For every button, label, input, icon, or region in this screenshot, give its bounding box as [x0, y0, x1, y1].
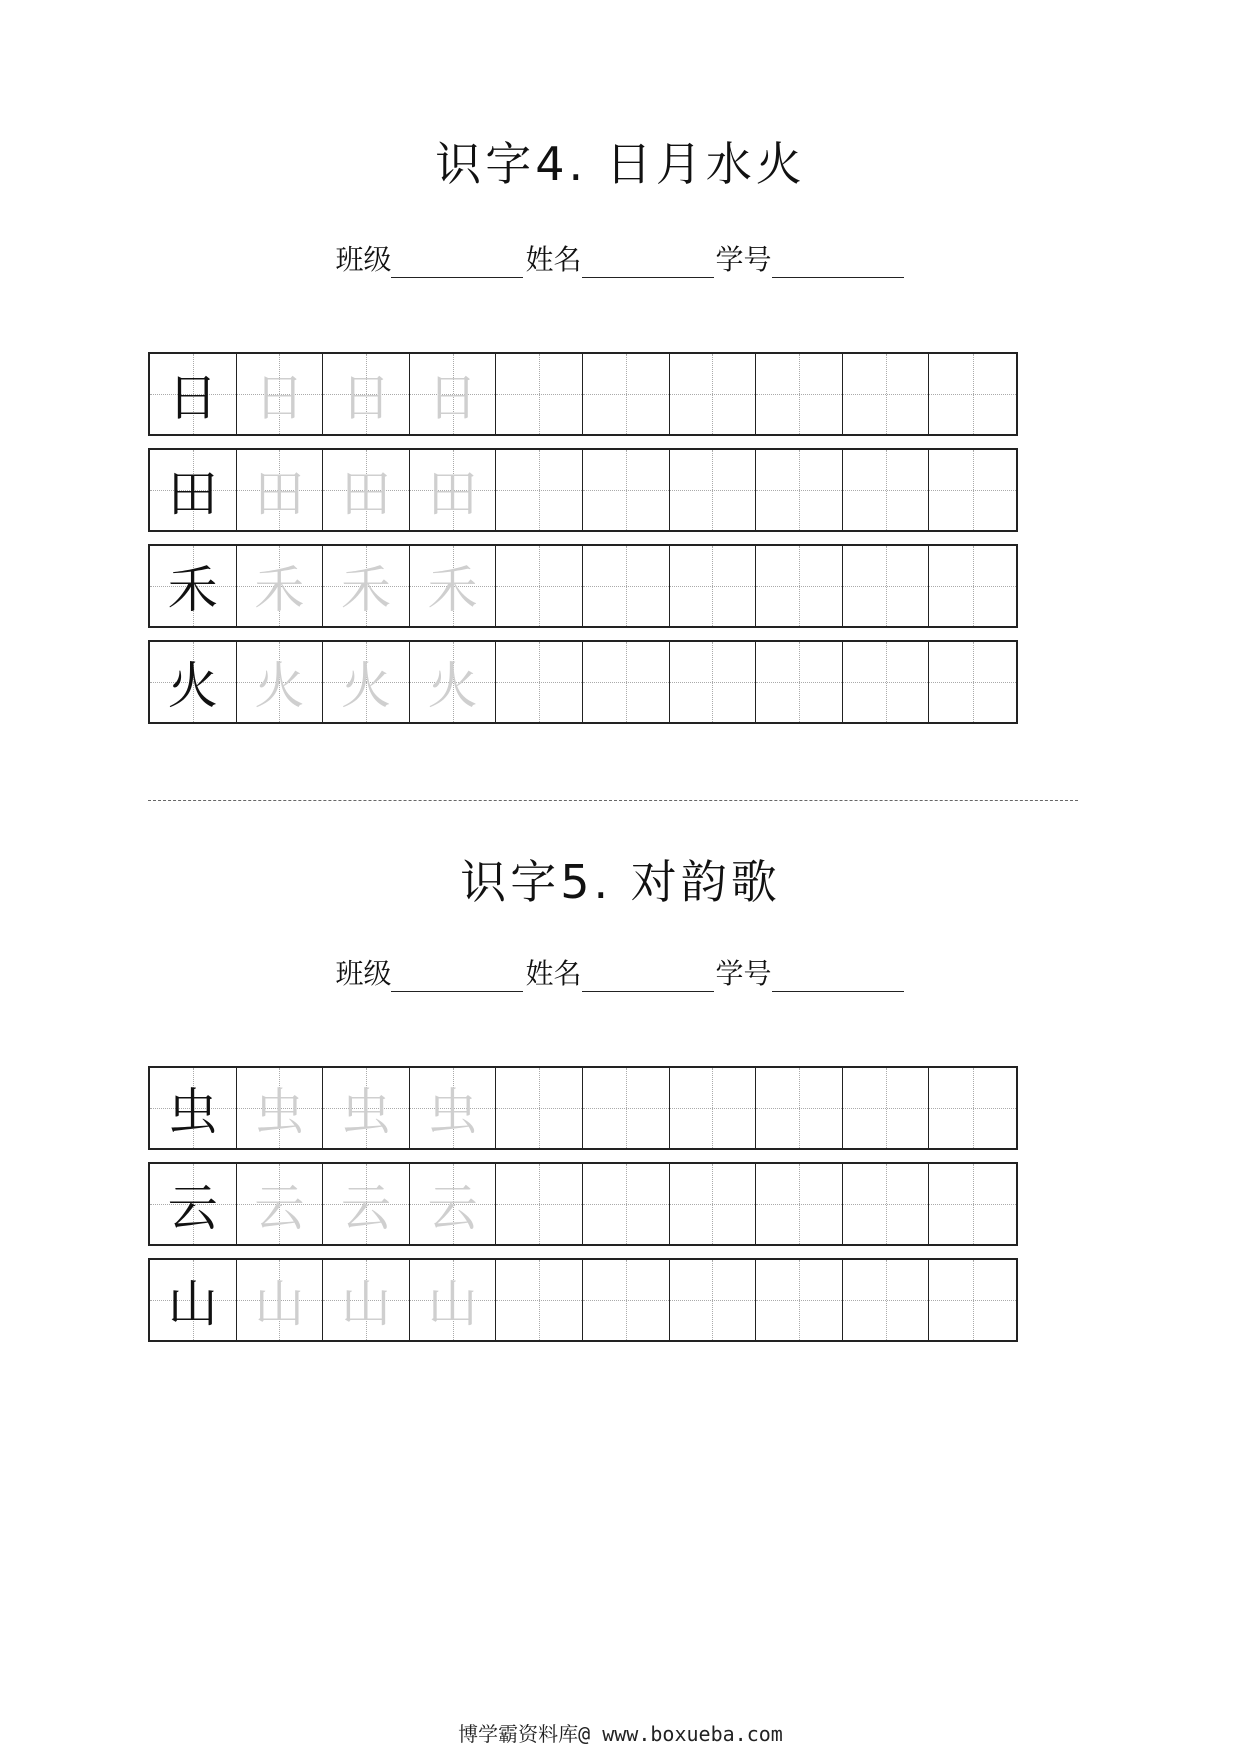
trace-character: 山 — [254, 1275, 305, 1333]
section-divider — [148, 800, 1078, 801]
blank-writing-cell[interactable] — [843, 642, 930, 722]
blank-writing-cell[interactable] — [583, 546, 670, 626]
name-field[interactable] — [525, 238, 715, 278]
trace-character: 云 — [427, 1179, 478, 1237]
section-1-title: 识字4. 日月水火 — [435, 137, 806, 191]
blank-writing-cell[interactable] — [843, 1164, 930, 1244]
blank-writing-cell[interactable] — [756, 354, 843, 434]
student-id-field[interactable] — [716, 952, 906, 992]
blank-writing-cell[interactable] — [756, 1260, 843, 1340]
trace-character: 火 — [254, 657, 305, 715]
trace-character: 虫 — [340, 1083, 391, 1141]
name-label: 姓名 — [525, 957, 582, 990]
blank-writing-cell[interactable] — [496, 642, 583, 722]
trace-character-cell — [410, 450, 497, 530]
model-character-cell — [150, 354, 237, 434]
trace-character: 虫 — [254, 1083, 305, 1141]
model-character: 禾 — [167, 561, 218, 619]
trace-character: 火 — [427, 657, 478, 715]
blank-writing-cell[interactable] — [496, 450, 583, 530]
trace-character: 虫 — [427, 1083, 478, 1141]
class-blank[interactable] — [391, 963, 523, 992]
blank-writing-cell[interactable] — [496, 1068, 583, 1148]
trace-character-cell — [410, 1260, 497, 1340]
blank-writing-cell[interactable] — [756, 450, 843, 530]
model-character-cell — [150, 1068, 237, 1148]
student-id-blank[interactable] — [772, 249, 904, 278]
blank-writing-cell[interactable] — [496, 354, 583, 434]
blank-writing-cell[interactable] — [756, 1068, 843, 1148]
blank-writing-cell[interactable] — [583, 642, 670, 722]
practice-row — [148, 352, 1018, 436]
trace-character: 禾 — [427, 561, 478, 619]
class-field[interactable] — [335, 238, 525, 278]
practice-row — [148, 544, 1018, 628]
student-id-label: 学号 — [715, 957, 772, 990]
blank-writing-cell[interactable] — [670, 1260, 757, 1340]
trace-character-cell — [237, 1260, 324, 1340]
class-label: 班级 — [335, 957, 392, 990]
model-character: 田 — [167, 465, 218, 523]
student-id-field[interactable] — [716, 238, 906, 278]
blank-writing-cell[interactable] — [929, 354, 1016, 434]
trace-character: 田 — [340, 465, 391, 523]
model-character-cell — [150, 642, 237, 722]
blank-writing-cell[interactable] — [756, 642, 843, 722]
model-character: 云 — [167, 1179, 218, 1237]
blank-writing-cell[interactable] — [929, 642, 1016, 722]
section-2-title: 识字5. 对韵歌 — [460, 855, 781, 909]
trace-character: 山 — [427, 1275, 478, 1333]
name-field[interactable] — [525, 952, 715, 992]
trace-character-cell — [237, 354, 324, 434]
trace-character-cell — [410, 1164, 497, 1244]
footer-watermark: 博学霸资料库@ www.boxueba.com — [458, 1722, 783, 1746]
model-character-cell — [150, 1164, 237, 1244]
practice-row — [148, 1258, 1018, 1342]
practice-row — [148, 1066, 1018, 1150]
section-2-grid — [148, 1066, 1018, 1354]
section-1-info-line — [0, 238, 1241, 278]
trace-character-cell — [323, 354, 410, 434]
trace-character-cell — [323, 642, 410, 722]
blank-writing-cell[interactable] — [843, 1260, 930, 1340]
trace-character-cell — [237, 1164, 324, 1244]
blank-writing-cell[interactable] — [843, 546, 930, 626]
blank-writing-cell[interactable] — [670, 1164, 757, 1244]
trace-character-cell — [410, 642, 497, 722]
blank-writing-cell[interactable] — [583, 354, 670, 434]
section-2-info-line — [0, 952, 1241, 992]
trace-character: 云 — [340, 1179, 391, 1237]
model-character: 日 — [167, 369, 218, 427]
trace-character-cell — [237, 1068, 324, 1148]
trace-character-cell — [323, 1260, 410, 1340]
model-character: 虫 — [167, 1083, 218, 1141]
student-id-label: 学号 — [715, 243, 772, 276]
blank-writing-cell[interactable] — [670, 1068, 757, 1148]
trace-character: 日 — [340, 369, 391, 427]
student-id-blank[interactable] — [772, 963, 904, 992]
trace-character-cell — [237, 642, 324, 722]
trace-character-cell — [323, 546, 410, 626]
trace-character: 田 — [254, 465, 305, 523]
blank-writing-cell[interactable] — [496, 546, 583, 626]
trace-character: 禾 — [340, 561, 391, 619]
trace-character-cell — [410, 1068, 497, 1148]
model-character-cell — [150, 450, 237, 530]
blank-writing-cell[interactable] — [843, 450, 930, 530]
trace-character: 云 — [254, 1179, 305, 1237]
trace-character: 禾 — [254, 561, 305, 619]
class-field[interactable] — [335, 952, 525, 992]
trace-character: 山 — [340, 1275, 391, 1333]
model-character: 山 — [167, 1275, 218, 1333]
trace-character: 火 — [340, 657, 391, 715]
blank-writing-cell[interactable] — [583, 1260, 670, 1340]
section-1-grid — [148, 352, 1018, 736]
practice-row — [148, 1162, 1018, 1246]
name-label: 姓名 — [525, 243, 582, 276]
name-blank[interactable] — [582, 963, 714, 992]
blank-writing-cell[interactable] — [843, 354, 930, 434]
blank-writing-cell[interactable] — [756, 1164, 843, 1244]
class-blank[interactable] — [391, 249, 523, 278]
blank-writing-cell[interactable] — [583, 450, 670, 530]
blank-writing-cell[interactable] — [670, 450, 757, 530]
model-character: 火 — [167, 657, 218, 715]
trace-character-cell — [410, 546, 497, 626]
blank-writing-cell[interactable] — [670, 546, 757, 626]
blank-writing-cell[interactable] — [929, 1260, 1016, 1340]
trace-character-cell — [237, 450, 324, 530]
practice-row — [148, 640, 1018, 724]
blank-writing-cell[interactable] — [929, 1068, 1016, 1148]
blank-writing-cell[interactable] — [929, 1164, 1016, 1244]
model-character-cell — [150, 1260, 237, 1340]
blank-writing-cell[interactable] — [929, 546, 1016, 626]
trace-character-cell — [410, 354, 497, 434]
trace-character: 日 — [427, 369, 478, 427]
name-blank[interactable] — [582, 249, 714, 278]
blank-writing-cell[interactable] — [496, 1260, 583, 1340]
trace-character: 日 — [254, 369, 305, 427]
blank-writing-cell[interactable] — [670, 642, 757, 722]
practice-row — [148, 448, 1018, 532]
trace-character-cell — [323, 450, 410, 530]
trace-character: 田 — [427, 465, 478, 523]
blank-writing-cell[interactable] — [583, 1068, 670, 1148]
blank-writing-cell[interactable] — [756, 546, 843, 626]
class-label: 班级 — [335, 243, 392, 276]
blank-writing-cell[interactable] — [583, 1164, 670, 1244]
model-character-cell — [150, 546, 237, 626]
blank-writing-cell[interactable] — [929, 450, 1016, 530]
blank-writing-cell[interactable] — [670, 354, 757, 434]
blank-writing-cell[interactable] — [496, 1164, 583, 1244]
trace-character-cell — [237, 546, 324, 626]
trace-character-cell — [323, 1068, 410, 1148]
trace-character-cell — [323, 1164, 410, 1244]
blank-writing-cell[interactable] — [843, 1068, 930, 1148]
